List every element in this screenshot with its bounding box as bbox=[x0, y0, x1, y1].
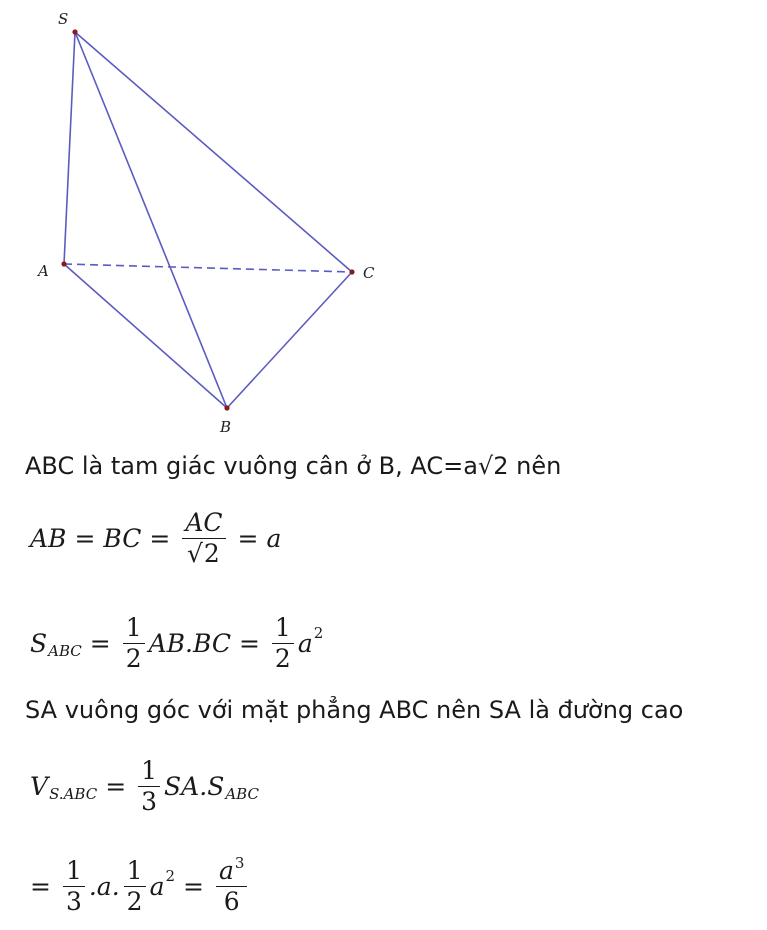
eq3-sub: S.ABC bbox=[49, 784, 98, 803]
statement-abc-isosceles: ABC là tam giác vuông cân ở B, AC=a√2 nên bbox=[25, 452, 562, 480]
eq4-a: a bbox=[149, 872, 165, 902]
pyramid-figure bbox=[0, 0, 420, 440]
eq3-sub2: ABC bbox=[225, 784, 259, 803]
eq2-S: S bbox=[30, 629, 48, 659]
eq3-third bbox=[138, 758, 160, 816]
eq2-equals-2: = bbox=[238, 629, 260, 659]
eq4-result-a: a bbox=[218, 856, 234, 885]
eq2-half-1-num: 1 bbox=[123, 615, 145, 644]
eq3-V: V bbox=[30, 772, 49, 802]
eq1-equals-2: = bbox=[149, 524, 171, 554]
equation-volume-result bbox=[30, 854, 251, 917]
eq4-exp: 2 bbox=[165, 866, 176, 885]
eq1-equals-3: = bbox=[237, 524, 259, 554]
eq4-equals-2: = bbox=[183, 872, 204, 902]
edge-AB bbox=[64, 264, 227, 408]
point-A bbox=[61, 261, 66, 266]
eq4-half-den: 2 bbox=[126, 887, 143, 917]
eq4-result-exp: 3 bbox=[234, 854, 245, 872]
eq1-lhs: AB bbox=[30, 524, 67, 554]
eq4-half-num: 1 bbox=[124, 858, 146, 887]
eq4-half bbox=[124, 858, 146, 916]
sqrt-symbol: √ bbox=[186, 539, 203, 569]
eq3-equals: = bbox=[105, 772, 127, 802]
eq3-third-num: 1 bbox=[138, 758, 160, 787]
eq4-dot-a: .a. bbox=[88, 872, 120, 902]
edge-SB bbox=[75, 32, 227, 408]
eq3-S: S bbox=[207, 772, 225, 802]
eq2-half-2 bbox=[272, 615, 294, 673]
equation-ab-bc bbox=[30, 510, 281, 568]
label-B: B bbox=[220, 418, 232, 436]
eq3-third-den: 3 bbox=[141, 787, 158, 817]
point-S bbox=[72, 29, 77, 34]
eq4-third-num: 1 bbox=[63, 858, 85, 887]
eq2-half-2-den: 2 bbox=[274, 644, 291, 674]
equation-area-abc bbox=[30, 615, 323, 673]
eq4-third-den: 3 bbox=[65, 887, 82, 917]
eq4-third bbox=[63, 858, 85, 916]
eq1-rhs: a bbox=[266, 524, 282, 554]
eq1-radicand: 2 bbox=[203, 539, 220, 569]
eq4-result bbox=[216, 854, 247, 917]
eq1-fraction bbox=[182, 510, 225, 568]
eq1-mid: BC bbox=[103, 524, 142, 554]
eq1-equals-1: = bbox=[74, 524, 96, 554]
eq3-sa: SA. bbox=[164, 772, 208, 802]
eq2-a: a bbox=[297, 629, 313, 659]
eq2-ab-bc: AB.BC bbox=[148, 629, 231, 659]
eq2-sub: ABC bbox=[48, 641, 82, 660]
point-B bbox=[224, 405, 229, 410]
label-C: C bbox=[363, 264, 375, 282]
eq2-half-1-den: 2 bbox=[125, 644, 142, 674]
eq4-result-num bbox=[216, 854, 247, 887]
statement-sa-height: SA vuông góc với mặt phẳng ABC nên SA là đường cao bbox=[25, 696, 684, 724]
eq2-half-1 bbox=[123, 615, 145, 673]
eq2-half-2-num: 1 bbox=[272, 615, 294, 644]
eq4-result-den: 6 bbox=[223, 887, 240, 917]
eq1-numerator: AC bbox=[182, 510, 225, 539]
eq2-exp: 2 bbox=[313, 623, 324, 642]
eq4-equals-1: = bbox=[30, 872, 51, 902]
point-C bbox=[349, 269, 354, 274]
equation-volume bbox=[30, 758, 259, 816]
eq1-denominator bbox=[184, 539, 224, 567]
edge-BC bbox=[227, 272, 352, 408]
label-S: S bbox=[58, 10, 69, 28]
edge-AC-hidden bbox=[64, 264, 352, 272]
eq2-equals-1: = bbox=[89, 629, 111, 659]
edge-SC bbox=[75, 32, 352, 272]
edge-SA bbox=[64, 32, 75, 264]
label-A: A bbox=[38, 262, 49, 280]
